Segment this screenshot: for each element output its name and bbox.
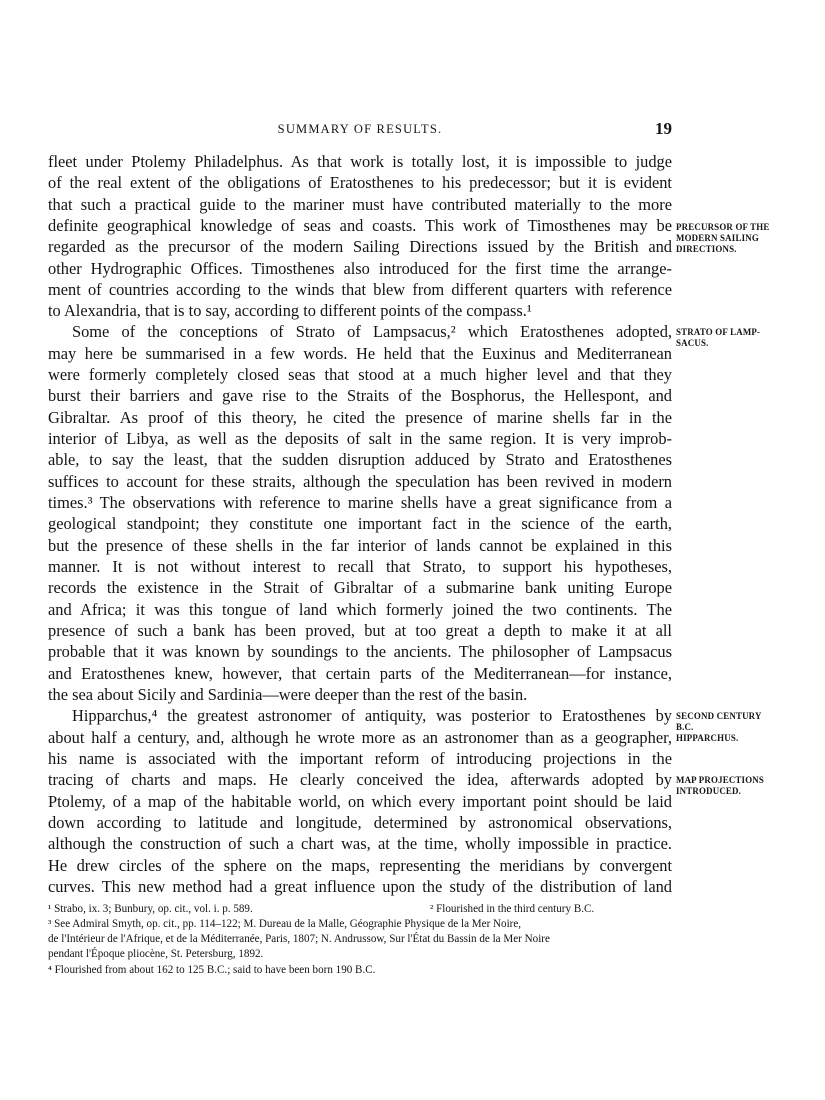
body-line: down according to latitude and longitude, determined by astronomical observations,	[48, 813, 672, 832]
margin-note-line: MODERN SAILING	[676, 233, 759, 243]
body-line: Ptolemy, of a map of the habitable world, on which every important point should be laid	[48, 792, 672, 811]
body-line: regarded as the precursor of the modern Sailing Directions issued by the British and	[48, 237, 672, 256]
body-line: manner. It is not without interest to recall that Strato, to support his hypotheses,	[48, 557, 672, 576]
page-number: 19	[655, 119, 672, 138]
body-line: and Eratosthenes knew, however, that certain parts of the Mediterranean—for instance,	[48, 664, 672, 683]
body-line: his name is associated with the important reform of introducing projections in the	[48, 749, 672, 768]
body-line: geological standpoint; they constitute one important fact in the science of the earth,	[48, 514, 672, 533]
body-line: the sea about Sicily and Sardinia—were deeper than the rest of the basin.	[48, 685, 528, 704]
body-line: about half a century, and, although he wrote more as an astronomer than as a geographer,	[48, 728, 672, 747]
margin-note-line: B.C.	[676, 722, 694, 732]
body-line: Gibraltar. As proof of this theory, he cited the presence of marine shells far in the	[48, 408, 672, 427]
body-line: presence of such a bank has been proved, but at too great a depth to make it at all	[48, 621, 672, 640]
margin-note-line: MAP PROJECTIONS	[676, 775, 765, 785]
body-line: although the construction of such a chart was, at the time, wholly impossible in practice.	[48, 834, 672, 853]
body-line: were formerly completely closed seas that stood at a much higher level and that they	[48, 365, 672, 384]
body-line: may here be summarised in a few words. He held that the Euxinus and Mediterranean	[48, 344, 672, 363]
margin-note-line: SECOND CENTURY	[676, 711, 762, 721]
margin-note-second-century	[676, 711, 822, 744]
body-line: fleet under Ptolemy Philadelphus. As that work is totally lost, it is impossible to judge	[48, 152, 672, 171]
margin-note-map-projections	[676, 775, 822, 797]
margin-note-strato	[676, 327, 822, 349]
body-line: times.³ The observations with reference to marine shells have a great significance from a	[48, 493, 672, 512]
body-line: able, to say the least, that the sudden disruption adduced by Strato and Eratosthenes	[48, 450, 672, 469]
body-line: Hipparchus,⁴ the greatest astronomer of antiquity, was posterior to Eratosthenes by	[72, 706, 672, 725]
body-line: Some of the conceptions of Strato of Lampsacus,² which Eratosthenes adopted,	[72, 322, 672, 341]
footnote-1: ¹ Strabo, ix. 3; Bunbury, op. cit., vol. i. p. 589.	[48, 903, 253, 915]
body-line: other Hydrographic Offices. Timosthenes also introduced for the first time the arrange-	[48, 259, 672, 278]
footnote-3-line-1: ³ See Admiral Smyth, op. cit., pp. 114–122; M. Dureau de la Malle, Géographie Physique de la Mer Noire,	[48, 918, 522, 930]
body-line: probable that it was known by soundings to the ancients. The philosopher of Lampsacus	[48, 642, 672, 661]
footnote-row	[48, 902, 672, 917]
footnote-2: ² Flourished in the third century B.C.	[430, 903, 595, 915]
margin-note-line: PRECURSOR OF THE	[676, 222, 770, 232]
body-line: burst their barriers and gave rise to the Straits of the Bosphorus, the Hellespont, and	[48, 386, 672, 405]
body-line: and Africa; it was this tongue of land which formerly joined the two continents. The	[48, 600, 672, 619]
margin-note-line: STRATO OF LAMP-	[676, 327, 761, 337]
body-line: that such a practical guide to the mariner must have contributed materially to the more	[48, 195, 672, 214]
body-line: but the presence of these shells in the far interior of lands cannot be explained in this	[48, 536, 672, 555]
body-line: suffices to account for these straits, although the speculation has been revived in modern	[48, 472, 672, 491]
body-line: tracing of charts and maps. He clearly conceived the idea, afterwards adopted by	[48, 770, 672, 789]
body-line: of the real extent of the obligations of Eratosthenes to his predecessor; but it is evident	[48, 173, 672, 192]
footnote-3-line-3: pendant l'Époque pliocène, St. Petersburg, 1892.	[48, 948, 264, 960]
footnote-4: ⁴ Flourished from about 162 to 125 B.C.; said to have been born 190 B.C.	[48, 964, 376, 976]
body-line: ment of countries according to the winds that blew from different quarters with reference	[48, 280, 672, 299]
running-head	[48, 120, 672, 140]
margin-note-line: INTRODUCED.	[676, 786, 742, 796]
body-line: curves. This new method had a great influence upon the study of the distribution of land	[48, 877, 672, 896]
running-title: SUMMARY OF RESULTS.	[277, 122, 443, 136]
margin-note-precursor	[676, 222, 822, 255]
margin-note-line: SACUS.	[676, 338, 709, 348]
footnote-3-line-2: de l'Intérieur de l'Afrique, et de la Méditerranée, Paris, 1807; N. Andrussow, Sur l'État du Bassin de la Mer Noire	[48, 933, 550, 945]
margin-note-line: DIRECTIONS.	[676, 244, 737, 254]
body-line: interior of Libya, as well as the deposits of salt in the same region. It is very improb-	[48, 429, 672, 448]
body-line: definite geographical knowledge of seas and coasts. This work of Timosthenes may be	[48, 216, 672, 235]
body-line: to Alexandria, that is to say, according to different points of the compass.¹	[48, 301, 532, 320]
body-line: He drew circles of the sphere on the maps, representing the meridians by convergent	[48, 856, 672, 875]
margin-note-line: HIPPARCHUS.	[676, 733, 739, 743]
body-line: records the existence in the Strait of Gibraltar of a submarine bank uniting Europe	[48, 578, 672, 597]
